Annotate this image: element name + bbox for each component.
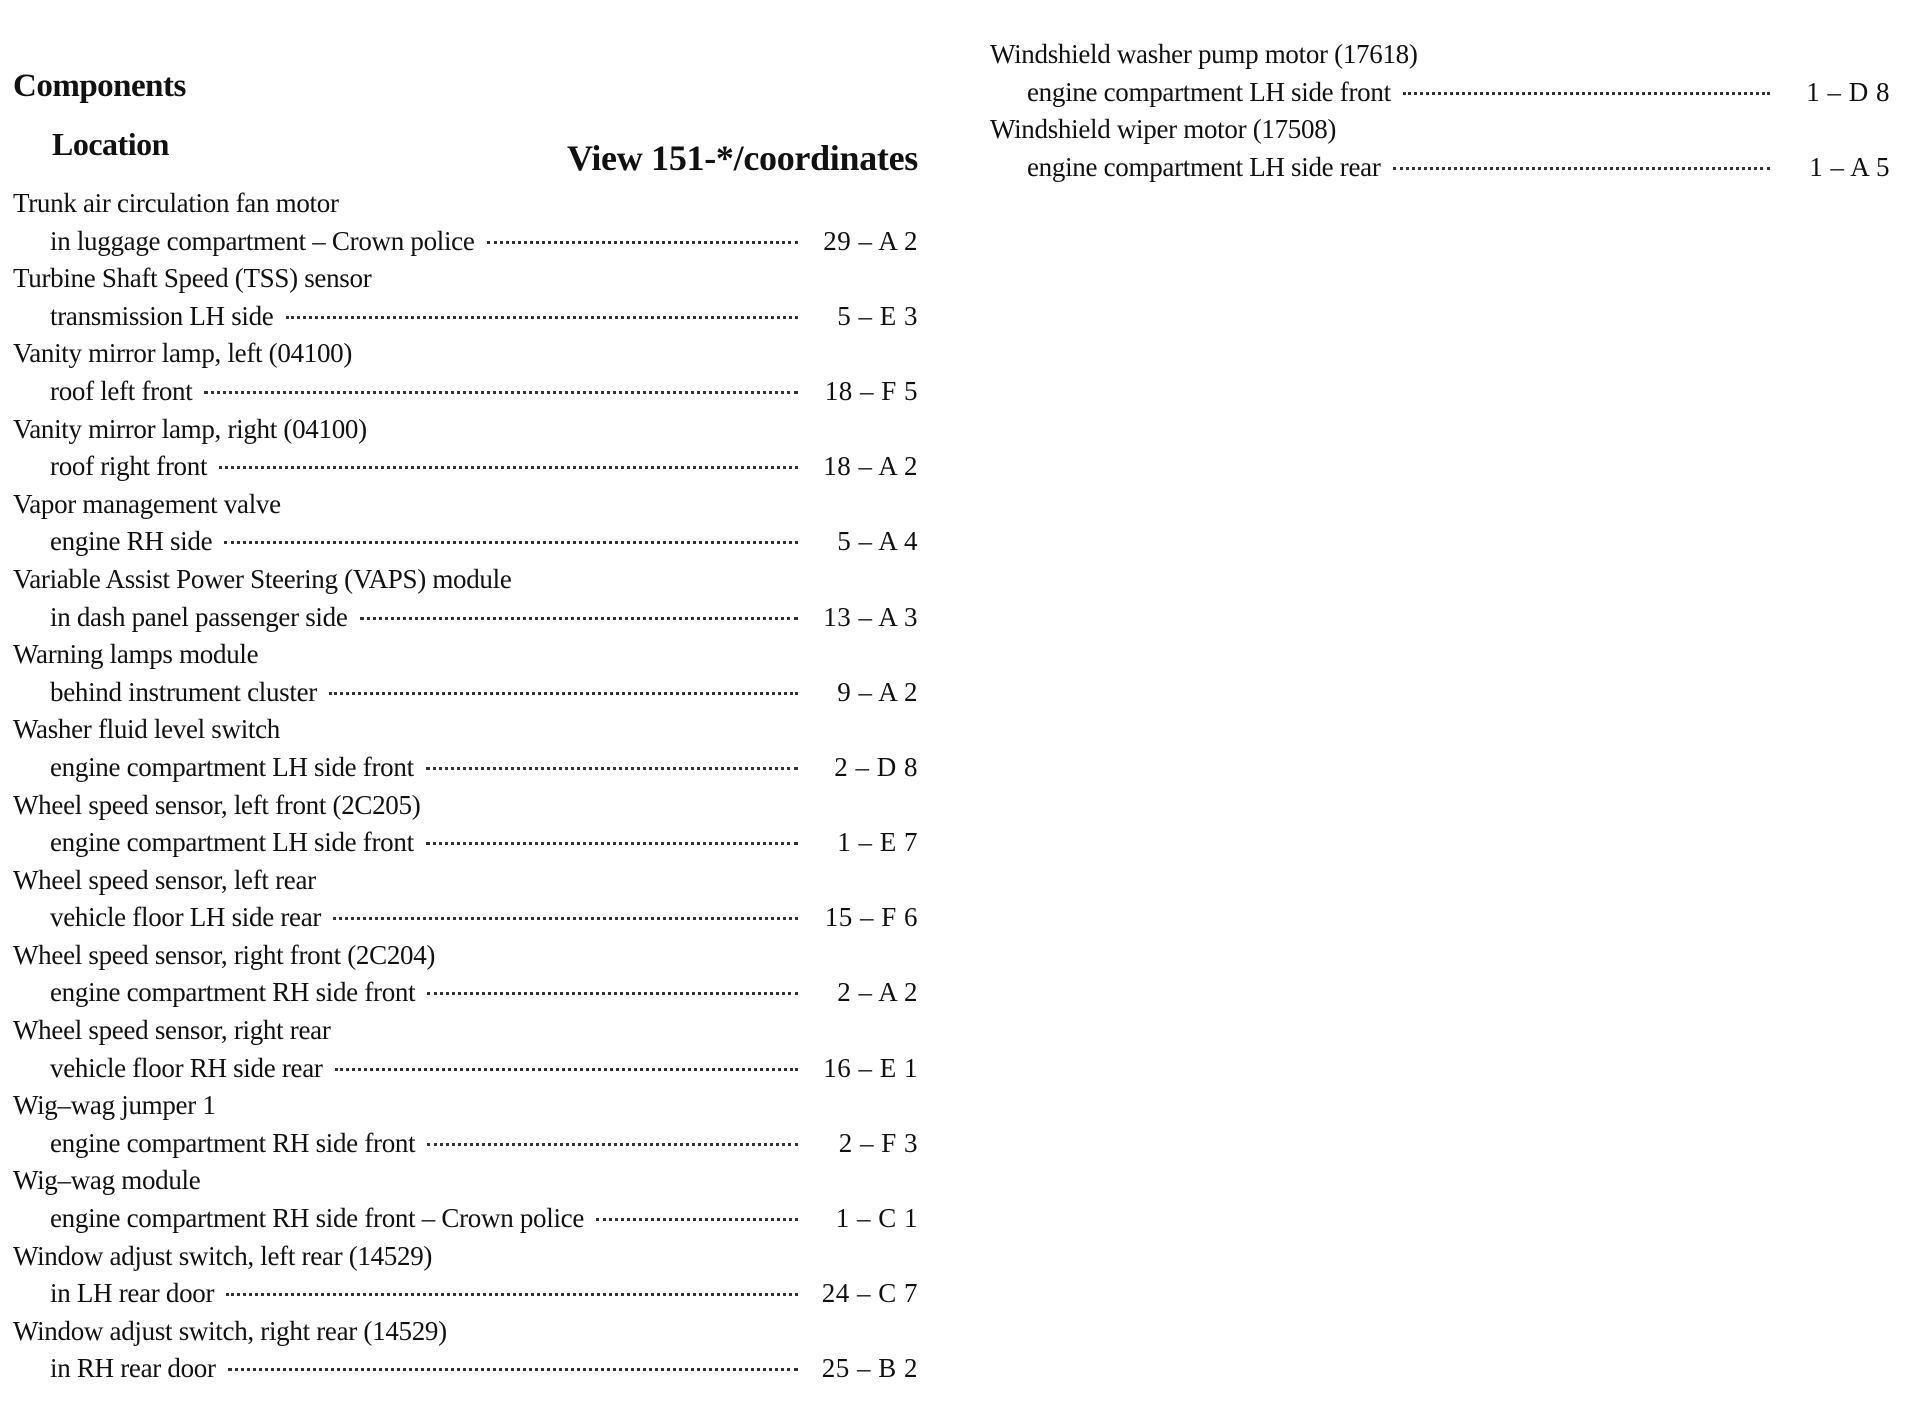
component-name: Wheel speed sensor, right rear	[13, 1015, 331, 1046]
dot-leader	[226, 1293, 798, 1296]
component-location: engine compartment RH side front – Crown police	[50, 1203, 585, 1234]
component-location: vehicle floor RH side rear	[50, 1052, 323, 1083]
component-entry	[13, 561, 918, 636]
dot-leader	[360, 617, 798, 620]
left-component-list	[13, 185, 918, 1388]
component-location: transmission LH side	[50, 300, 274, 331]
component-location: engine RH side	[50, 526, 213, 557]
view-coordinate: 5 – E 3	[837, 300, 918, 331]
view-coordinate: 29 – A 2	[823, 225, 918, 256]
view-coordinate: 24 – C 7	[821, 1278, 918, 1309]
component-entry	[13, 1238, 918, 1313]
component-name: Vanity mirror lamp, left (04100)	[13, 338, 353, 369]
component-name: Washer fluid level switch	[13, 714, 280, 745]
view-coordinate: 5 – A 4	[837, 526, 918, 557]
component-name: Trunk air circulation fan motor	[13, 188, 339, 218]
component-name: Wig–wag jumper 1	[13, 1090, 216, 1121]
component-entry	[13, 862, 918, 937]
view-coordinate: 2 – F 3	[838, 1127, 918, 1158]
component-location: in RH rear door	[50, 1353, 216, 1384]
component-entry	[13, 411, 918, 486]
view-coordinate: 13 – A 3	[823, 601, 918, 632]
component-name: Window adjust switch, right rear (14529)	[13, 1315, 447, 1346]
view-coordinate: 2 – D 8	[834, 751, 918, 782]
component-entry	[13, 1313, 918, 1388]
component-entry	[13, 1012, 918, 1087]
dot-leader	[329, 692, 798, 695]
component-name: Turbine Shaft Speed (TSS) sensor	[13, 263, 372, 294]
component-entry	[13, 486, 918, 561]
component-name: Vanity mirror lamp, right (04100)	[13, 413, 367, 444]
dot-leader	[335, 1068, 798, 1071]
component-entry	[13, 787, 918, 862]
component-location: in luggage compartment – Crown police	[50, 225, 475, 256]
right-component-list	[990, 36, 1890, 186]
component-name: Wheel speed sensor, right front (2C204)	[13, 939, 436, 970]
section-title: Components	[13, 68, 186, 104]
component-entry	[990, 111, 1890, 186]
view-coordinate: 1 – E 7	[837, 827, 918, 858]
component-name: Wig–wag module	[13, 1165, 201, 1196]
dot-leader	[219, 466, 798, 469]
view-coordinate: 9 – A 2	[837, 676, 918, 707]
component-name: Window adjust switch, left rear (14529)	[13, 1240, 433, 1271]
dot-leader	[204, 391, 798, 394]
dot-leader	[596, 1218, 798, 1221]
component-name: Wheel speed sensor, left front (2C205)	[13, 789, 421, 820]
dot-leader	[333, 917, 798, 920]
dot-leader	[286, 316, 799, 319]
location-column-heading: Location	[52, 126, 169, 162]
component-location: roof left front	[50, 375, 193, 406]
component-name: Wheel speed sensor, left rear	[13, 864, 316, 895]
view-coordinate: 15 – F 6	[824, 902, 918, 933]
component-entry	[990, 36, 1890, 111]
view-coordinate: 16 – E 1	[823, 1052, 918, 1083]
component-location: in LH rear door	[50, 1278, 215, 1309]
component-entry	[13, 335, 918, 410]
component-location: engine compartment RH side front	[50, 977, 416, 1008]
component-name: Windshield washer pump motor (17618)	[990, 39, 1418, 69]
component-location: vehicle floor LH side rear	[50, 902, 322, 933]
dot-leader	[487, 241, 798, 244]
dot-leader	[427, 992, 798, 995]
dot-leader	[1393, 167, 1770, 170]
component-entry	[13, 937, 918, 1012]
view-coordinate: 18 – F 5	[824, 375, 918, 406]
component-location: in dash panel passenger side	[50, 601, 348, 632]
component-location: engine compartment RH side front	[50, 1127, 416, 1158]
component-entry	[13, 1087, 918, 1162]
view-coordinate: 18 – A 2	[823, 451, 918, 482]
component-name: Warning lamps module	[13, 639, 259, 670]
component-location: engine compartment LH side front	[50, 751, 414, 782]
component-entry	[13, 1162, 918, 1237]
component-location: engine compartment LH side front	[1027, 76, 1391, 107]
view-coordinates-column-heading: View 151-*/coordinates	[566, 138, 918, 178]
component-name: Variable Assist Power Steering (VAPS) module	[13, 563, 512, 594]
dot-leader	[427, 1143, 798, 1146]
dot-leader	[1403, 92, 1770, 95]
dot-leader	[426, 842, 798, 845]
view-coordinate: 2 – A 2	[837, 977, 918, 1008]
view-coordinate: 1 – D 8	[1806, 76, 1890, 107]
dot-leader	[224, 541, 798, 544]
component-name: Windshield wiper motor (17508)	[990, 114, 1337, 145]
view-coordinate: 25 – B 2	[821, 1353, 918, 1384]
component-entry	[13, 260, 918, 335]
component-name: Vapor management valve	[13, 488, 281, 519]
component-entry	[13, 711, 918, 786]
component-entry	[13, 636, 918, 711]
component-location: engine compartment LH side front	[50, 827, 414, 858]
component-entry	[13, 185, 918, 260]
dot-leader	[426, 767, 798, 770]
dot-leader	[228, 1368, 798, 1371]
component-location: roof right front	[50, 451, 208, 482]
view-coordinate: 1 – C 1	[835, 1203, 918, 1234]
component-location: behind instrument cluster	[50, 676, 317, 707]
view-coordinate: 1 – A 5	[1809, 151, 1890, 182]
component-location: engine compartment LH side rear	[1027, 151, 1381, 182]
